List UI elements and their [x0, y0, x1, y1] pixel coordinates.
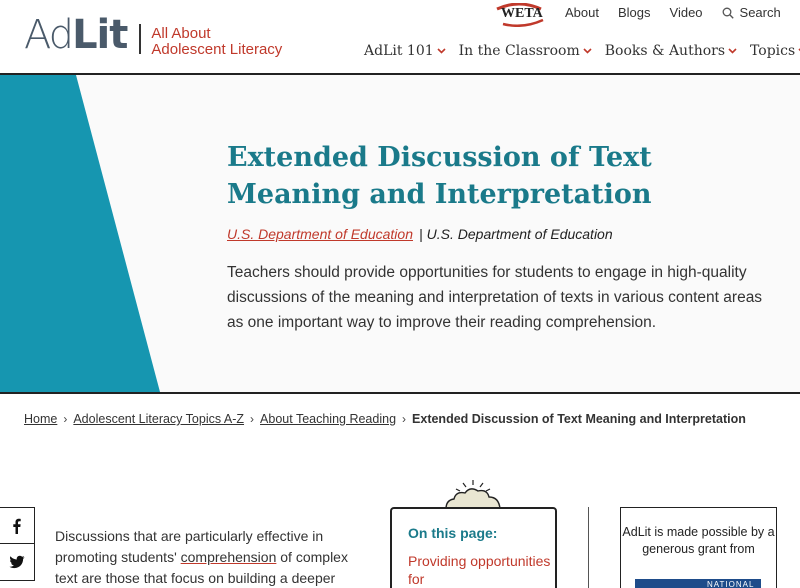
breadcrumb-teaching[interactable]: About Teaching Reading [260, 412, 397, 426]
byline [227, 226, 613, 242]
sponsor-box [620, 507, 777, 588]
breadcrumb-chevron-icon: › [250, 412, 255, 426]
adlit-logo[interactable] [24, 12, 282, 58]
sponsor-logo[interactable] [635, 579, 761, 588]
search-button[interactable] [722, 5, 781, 20]
nav-label: Books & Authors [604, 43, 726, 59]
tagline-line2: Adolescent Literacy [151, 41, 283, 58]
byline-separator: | [419, 226, 423, 242]
on-this-page-title: On this page: [408, 525, 498, 541]
twitter-share-button[interactable] [0, 544, 34, 580]
page-title: Extended Discussion of Text Meaning and Interpretation [227, 142, 652, 210]
facebook-share-button[interactable] [0, 508, 34, 544]
breadcrumb-home[interactable]: Home [24, 412, 58, 426]
weta-wordmark: WETA [501, 6, 543, 21]
chevron-down-icon [437, 48, 446, 54]
breadcrumb-current: Extended Discussion of Text Meaning and Interpretation [412, 412, 746, 426]
nav-label: AdLit 101 [364, 43, 434, 59]
article-summary: Teachers should provide opportunities for students to engage in high-quality discussions of the meaning and interpretation of texts in various content areas as one important way to improve their reading comprehension. [227, 264, 763, 331]
sponsor-text: AdLit is made possible by a generous grant from [622, 525, 775, 556]
utility-nav [565, 5, 781, 20]
breadcrumb-topics[interactable]: Adolescent Literacy Topics A-Z [73, 412, 245, 426]
column-divider [588, 507, 589, 588]
on-this-page-box [390, 507, 557, 588]
breadcrumb-chevron-icon: › [63, 412, 68, 426]
logo-tagline [151, 26, 282, 58]
nav-about[interactable]: About [565, 5, 599, 20]
comprehension-link[interactable]: comprehension [180, 549, 277, 565]
facebook-icon [9, 518, 25, 534]
body-text-start: Discussions that are particularly effective in promoting students' [55, 528, 324, 565]
source-text: U.S. Department of Education [426, 226, 613, 242]
hero-decoration [0, 75, 160, 392]
article-hero [0, 75, 800, 394]
sponsor-logo-text: NATIONAL [707, 580, 755, 588]
nav-blogs[interactable]: Blogs [617, 5, 651, 20]
logo-divider [139, 24, 141, 54]
twitter-icon [9, 554, 25, 570]
breadcrumb [24, 412, 746, 426]
article-body [55, 526, 355, 588]
chevron-down-icon [583, 48, 592, 54]
share-bar [0, 507, 35, 581]
nav-adlit-101[interactable] [364, 43, 446, 59]
nav-books-authors[interactable] [605, 43, 737, 59]
main-nav [364, 43, 800, 59]
tagline-line1: All About [151, 25, 211, 42]
cloud-icon [444, 478, 502, 510]
source-link[interactable]: U.S. Department of Education [227, 226, 413, 242]
toc-link[interactable]: Providing opportunities for [408, 553, 551, 587]
nav-video[interactable]: Video [669, 5, 703, 20]
logo-ad: Ad [24, 12, 73, 58]
chevron-down-icon [728, 48, 737, 54]
search-icon [722, 7, 734, 19]
body-text-end: of complex text are those that focus on building a deeper [55, 549, 348, 586]
logo-lit: Lit [72, 12, 128, 58]
weta-logo[interactable] [493, 3, 545, 25]
search-label: Search [739, 5, 781, 20]
breadcrumb-chevron-icon: › [402, 412, 407, 426]
site-header [0, 0, 800, 75]
nav-label: Topics [750, 43, 796, 59]
nav-label: In the Classroom [458, 43, 580, 59]
nav-in-the-classroom[interactable] [459, 43, 592, 59]
nav-topics[interactable] [750, 43, 800, 59]
